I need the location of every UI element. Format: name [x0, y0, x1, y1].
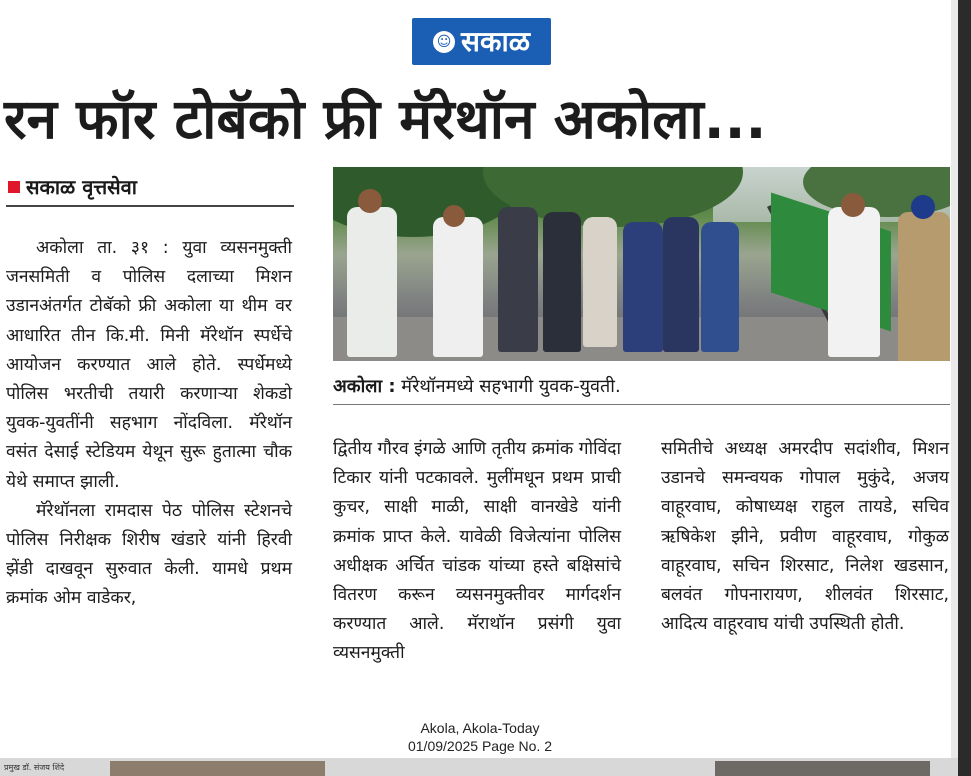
photo-runner	[433, 217, 483, 357]
byline-square-icon	[8, 181, 20, 193]
strip-image	[715, 761, 930, 776]
sakal-logo	[412, 18, 551, 65]
strip-note: प्रमुख डॉ. संजय शिंदे	[4, 763, 65, 772]
marathon-photo	[333, 167, 950, 361]
photo-runner	[583, 217, 617, 347]
edition-name: Akola, Akola-Today	[420, 720, 540, 736]
caption-rule	[333, 404, 950, 405]
article-column-2	[333, 435, 621, 669]
photo-runner	[543, 212, 581, 352]
photo-police-officer	[898, 212, 950, 361]
photo-head	[358, 189, 382, 213]
photo-caption	[333, 372, 950, 402]
next-article-strip	[0, 758, 958, 776]
photo-runner	[663, 217, 699, 352]
strip-image	[110, 761, 325, 776]
photo-runner	[623, 222, 663, 352]
photo-head	[841, 193, 865, 217]
byline-text: सकाळ वृत्तसेवा	[26, 175, 137, 199]
logo-mark-icon: ☺	[433, 31, 455, 53]
headline: रन फॉर टोबॅको फ्री मॅरेथॉन अकोला...	[4, 87, 767, 151]
photo-head	[443, 205, 465, 227]
article-paragraph: अकोला ता. ३१ : युवा व्यसनमुक्ती जनसमिती व पोलिस दलाच्या मिशन उडानअंतर्गत टोबॅको फ्री अकोला या थीम वर आधारित तीन कि.मी. मिनी मॅरेथॉन स्पर्धेचे आयोजन करण्यात आले होते. स्पर्धेमध्ये पोलिस भरतीची तयारी करणाऱ्या शेकडो युवक-युवतींनी सहभाग नोंदविला. मॅरेथॉन वसंत देसाई स्टेडियम येथून सुरू हुतात्मा चौक येथे समाप्त झाली.	[6, 238, 292, 492]
photo-head	[911, 195, 935, 219]
article-paragraph: समितीचे अध्यक्ष अमरदीप सदांशीव, मिशन उडानचे समन्वयक गोपाल मुकुंदे, अजय वाहूरवाघ, कोषाध्यक्ष राहुल तायडे, सचिव ऋषिकेश झीने, प्रवीण वाहूरवाघ, गोकुळ वाहूरवाघ, सचिन शिरसाट, निलेश खडसान, बलवंत गोपनारायण, शीलवंत शिरसाट, आदित्य वाहूरवाघ यांची उपस्थिती होती.	[661, 439, 949, 635]
photo-runner	[701, 222, 739, 352]
page-edge-dark	[958, 0, 971, 776]
photo-runner	[498, 207, 538, 352]
article-paragraph: द्वितीय गौरव इंगळे आणि तृतीय क्रमांक गोविंदा टिकार यांनी पटकावले. मुलींमधून प्रथम प्राची कुचर, साक्षी माळी, साक्षी वानखेडे यांनी क्रमांक प्राप्त केले. यावेळी विजेत्यांना पोलिस अधीक्षक अर्चित चांडक यांच्या हस्ते बक्षिसांचे वितरण करून व्यसनमुक्तीवर मार्गदर्शन करण्यात आले. मॅराथॉन प्रसंगी युवा व्यसनमुक्ती	[333, 439, 621, 664]
caption-place: अकोला :	[333, 376, 396, 397]
caption-text: मॅरेथॉनमध्ये सहभागी युवक-युवती.	[395, 376, 621, 397]
photo-runner	[347, 207, 397, 357]
article-column-1	[6, 234, 292, 614]
edition-date-page: 01/09/2025 Page No. 2	[407, 738, 552, 754]
byline-rule	[6, 205, 294, 207]
edition-footer	[330, 719, 630, 755]
page-edge-light	[951, 0, 958, 776]
article-column-3	[661, 435, 949, 639]
article-paragraph: मॅरेथॉनला रामदास पेठ पोलिस स्टेशनचे पोलिस निरीक्षक शिरीष खंडारे यांनी हिरवी झेंडी दाखवून सुरुवात केली. यामधे प्रथम क्रमांक ओम वाडेकर,	[6, 500, 292, 609]
logo-text: सकाळ	[461, 24, 530, 58]
photo-official	[828, 207, 880, 357]
byline	[6, 170, 294, 208]
